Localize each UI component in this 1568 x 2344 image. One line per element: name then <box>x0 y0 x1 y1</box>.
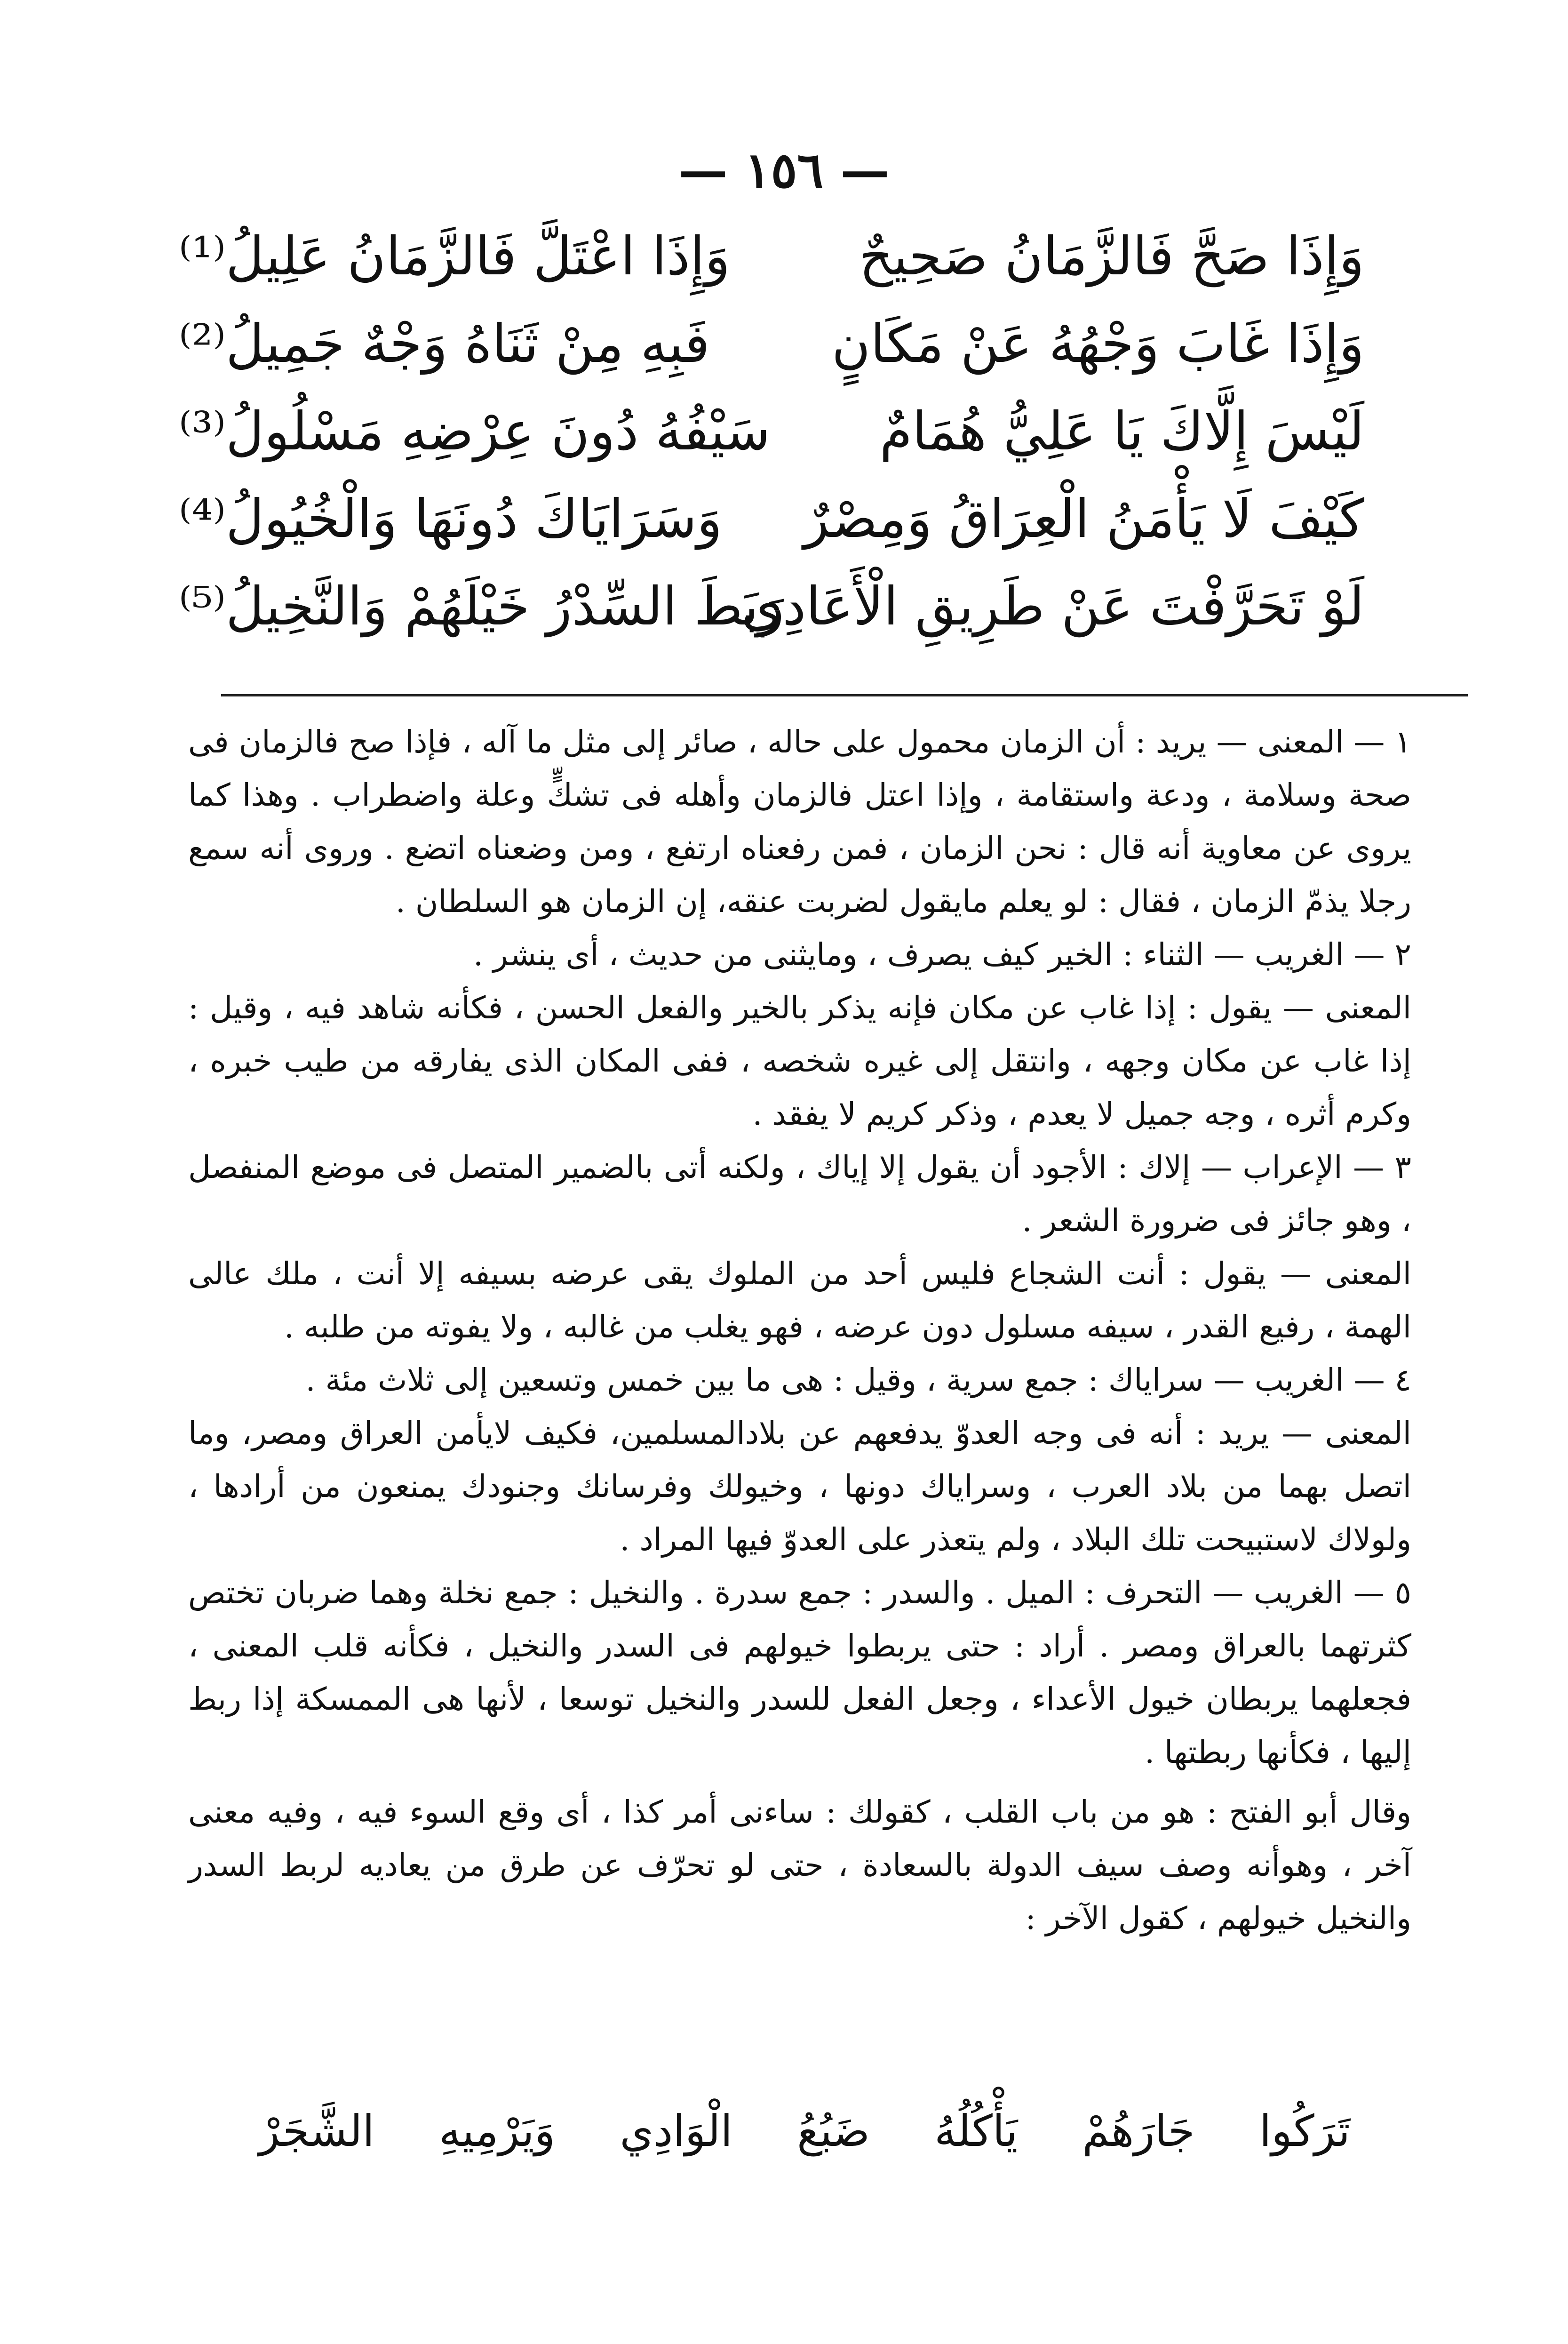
verse-line <box>179 401 1364 488</box>
note-paragraph: المعنى — يقول : إذا غاب عن مكان فإنه يذكر بالخير والفعل الحسن ، فكأنه شاهد فيه ، وقيل : إذا غاب عن مكان وجهه ، وانتقل إلى غيره شخصه ، ففى المكان الذى يفارقه من طيب خبره ، وكرم أثره ، وجه جميل لا يعدم ، وذكر كريم لا يفقد . <box>188 990 1411 1132</box>
verse-first-hemistich: وَإِذَا غَابَ وَجْهُهُ عَنْ مَكَانٍ <box>831 313 1364 375</box>
verse-word: وَيَرْمِيهِ <box>439 2106 556 2156</box>
verse-line <box>179 313 1364 401</box>
verse-line <box>179 226 1364 313</box>
note-paragraph: ٤ — الغريب — سراياك : جمع سرية ، وقيل : هى ما بين خمس وتسعين إلى ثلاث مئة . <box>305 1362 1411 1398</box>
verse-second-hemistich: سَيْفُهُ دُونَ عِرْضِهِ مَسْلُولُ⁽³⁾ <box>179 401 771 462</box>
verse-word: الْوَادِي <box>620 2106 733 2156</box>
verse-word: جَارَهُمْ <box>1082 2106 1195 2156</box>
verse-word: ضَبُعُ <box>797 2106 870 2156</box>
verse-first-hemistich: وَإِذَا صَحَّ فَالزَّمَانُ صَحِيحٌ <box>859 226 1364 287</box>
verse-word: الشَّجَرْ <box>259 2106 374 2156</box>
note-paragraph: ١ — المعنى — يريد : أن الزمان محمول على حاله ، صائر إلى مثل ما آله ، فإذا صح فالزمان فى صحة وسلامة ، ودعة واستقامة ، وإذا اعتل فالزمان وأهله فى تشكٍّ وعلة واضطراب . وهذا كما يروى عن معاوية أنه قال : نحن الزمان ، فمن رفعناه ارتفع ، ومن وضعناه اتضع . وروى أنه سمع رجلا يذمّ الزمان ، فقال : لو يعلم مايقول لضربت عنقه، إن الزمان هو السلطان . <box>188 724 1411 920</box>
note-paragraph: ٣ — الإعراب — إلاك : الأجود أن يقول إلا إياك ، ولكنه أتى بالضمير المتصل فى موضع المنفصل ، وهو جائز فى ضرورة الشعر . <box>188 1149 1411 1239</box>
note-paragraph: ٥ — الغريب — التحرف : الميل . والسدر : جمع سدرة . والنخيل : جمع نخلة وهما ضربان تختص كثرتهما بالعراق ومصر . أراد : حتى يربطوا خيولهم فى السدر والنخيل ، فكأنه قلب المعنى ، فجعلهما يربطان خيول الأعداء ، وجعل الفعل للسدر والنخيل توسعا ، لأنها هى الممسكة إذا ربط إليها ، فكأنها ربطتها . <box>188 1575 1411 1770</box>
verse-second-hemistich: وَإِذَا اعْتَلَّ فَالزَّمَانُ عَلِيلُ⁽¹⁾ <box>179 226 730 287</box>
verse-second-hemistich: رَبَطَ السِّدْرُ خَيْلَهُمْ وَالنَّخِيلُ⁽⁵⁾ <box>179 576 784 637</box>
note-paragraph: ٢ — الغريب — الثناء : الخير كيف يصرف ، ومايثنى من حديث ، أى ينشر . <box>473 936 1411 973</box>
note-paragraph: وقال أبو الفتح : هو من باب القلب ، كقولك : ساءنى أمر كذا ، أى وقع السوء فيه ، وفيه معنى آخر ، وهوأنه وصف سيف الدولة بالسعادة ، حتى لو تحرّف عن طرق من يعاديه لربط السدر والنخيل خيولهم ، كقول الآخر : <box>188 1794 1411 1936</box>
verse-first-hemistich: كَيْفَ لَا يَأْمَنُ الْعِرَاقُ وَمِصْرٌ <box>804 488 1364 550</box>
note-paragraph: المعنى — يقول : أنت الشجاع فليس أحد من الملوك يقى عرضه بسيفه إلا أنت ، ملك عالى الهمة ، رفيع القدر ، سيفه مسلول دون عرضه ، فهو يغلب من غالبه ، ولا يفوته من طلبه . <box>188 1256 1411 1345</box>
verse-word: يَأْكُلُهُ <box>934 2106 1018 2156</box>
page-number: — ١٥٦ — <box>678 141 890 199</box>
verse-word: تَرَكُوا <box>1259 2106 1350 2156</box>
commentary-notes <box>188 715 1411 1945</box>
quoted-verse <box>259 2106 1350 2156</box>
verse-second-hemistich: وَسَرَايَاكَ دُونَهَا وَالْخُيُولُ⁽⁴⁾ <box>179 488 723 550</box>
poem-block <box>179 226 1364 664</box>
verse-line <box>179 488 1364 576</box>
verse-first-hemistich: لَيْسَ إِلَّاكَ يَا عَلِيُّ هُمَامٌ <box>879 401 1364 462</box>
verse-second-hemistich: فَبِهِ مِنْ ثَنَاهُ وَجْهٌ جَمِيلُ⁽²⁾ <box>179 313 710 375</box>
note-paragraph: المعنى — يريد : أنه فى وجه العدوّ يدفعهم عن بلادالمسلمين، فكيف لايأمن العراق ومصر، وما اتصل بهما من بلاد العرب ، وسراياك دونها ، وخيولك وفرسانك وجنودك يمنعون من أرادها ، ولولاك لاستبيحت تلك البلاد ، ولم يتعذر على العدوّ فيها المراد . <box>188 1415 1411 1558</box>
footnote-separator <box>221 694 1468 696</box>
verse-first-hemistich: لَوْ تَحَرَّفْتَ عَنْ طَرِيقِ الْأَعَادِي <box>741 576 1364 637</box>
verse-line <box>179 576 1364 664</box>
